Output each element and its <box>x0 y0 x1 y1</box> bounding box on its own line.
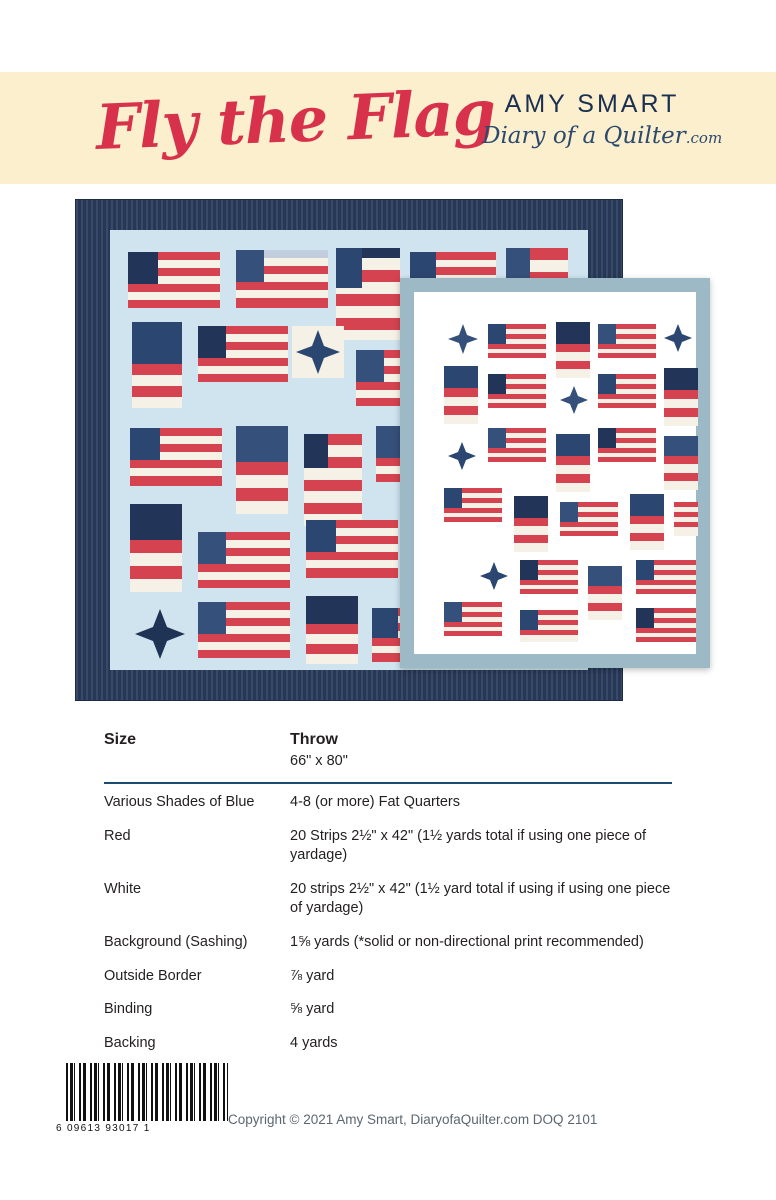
table-header-row <box>104 722 672 778</box>
table-header-size: Size <box>104 731 137 748</box>
size-dimensions: 66" x 80" <box>290 752 348 769</box>
brand-sub-com: .com <box>685 129 723 147</box>
flag-block <box>198 532 290 588</box>
quilt-inset-field <box>438 316 672 630</box>
star-block <box>558 384 590 416</box>
table-row <box>104 993 672 1027</box>
flag-block <box>556 434 590 492</box>
row-label: Outside Border <box>104 967 202 984</box>
flag-block <box>598 428 656 462</box>
flag-block <box>664 368 698 426</box>
flag-block <box>520 560 578 594</box>
flag-block <box>306 520 398 578</box>
table-header-throw <box>290 729 672 771</box>
table-row <box>104 873 672 926</box>
flag-block <box>444 366 478 424</box>
table-row <box>104 786 672 820</box>
flag-block <box>636 608 696 642</box>
flag-block <box>236 426 288 514</box>
brand-sub-diary: Diary <box>482 123 546 149</box>
row-label: Background (Sashing) <box>104 933 248 950</box>
flag-block <box>130 428 222 486</box>
row-value: 4-8 (or more) Fat Quarters <box>290 794 461 811</box>
barcode-digits: 6 09613 93017 1 <box>56 1123 151 1134</box>
flag-block <box>588 566 622 620</box>
barcode <box>56 1063 240 1134</box>
row-label: White <box>104 880 142 897</box>
row-value: 20 Strips 2½" x 42" (1½ yards total if using one piece of yardage) <box>290 827 647 864</box>
brand-subtitle <box>482 123 723 149</box>
table-row <box>104 960 672 994</box>
flag-block <box>674 502 698 536</box>
flag-block <box>444 488 502 522</box>
row-value: 4 yards <box>290 1034 338 1051</box>
size-name: Throw <box>290 731 338 748</box>
flag-block <box>664 436 698 490</box>
row-label: Binding <box>104 1001 153 1018</box>
row-label: Various Shades of Blue <box>104 794 255 811</box>
star-block <box>446 440 478 472</box>
flag-block <box>128 252 220 308</box>
flag-block <box>488 428 546 462</box>
flag-block <box>598 374 656 408</box>
flag-block <box>198 602 290 658</box>
star-block <box>132 606 188 662</box>
flag-block <box>520 610 578 642</box>
brand-block <box>482 90 723 149</box>
row-label: Red <box>104 827 131 844</box>
quilt-inset-image <box>400 278 710 668</box>
star-block <box>292 326 344 378</box>
barcode-bars <box>66 1063 228 1121</box>
flag-block <box>488 324 546 358</box>
row-value: 1⅝ yards (*solid or non-directional print recommended) <box>290 933 644 950</box>
flag-block <box>444 602 502 636</box>
flag-block <box>514 496 548 552</box>
flag-block <box>198 326 288 382</box>
flag-block <box>306 596 358 664</box>
flag-block <box>636 560 696 594</box>
brand-sub-quilter: Quilter <box>603 123 686 149</box>
flag-block <box>236 250 328 308</box>
table-row <box>104 926 672 960</box>
flag-block <box>132 322 182 408</box>
row-label: Backing <box>104 1034 156 1051</box>
row-value: ⅞ yard <box>290 967 335 984</box>
brand-sub-ofa: of a <box>552 123 597 149</box>
row-value: ⅝ yard <box>290 1001 335 1018</box>
requirements-table <box>104 722 672 1060</box>
copyright-text: Copyright © 2021 Amy Smart, DiaryofaQuilter.com DOQ 2101 <box>228 1112 598 1127</box>
page-title: Fly the Flag <box>94 75 497 164</box>
flag-block <box>304 434 362 526</box>
quilt-inset-border <box>414 292 696 654</box>
star-block <box>446 322 480 356</box>
flag-block <box>630 494 664 550</box>
star-block <box>478 560 510 592</box>
flag-block <box>336 248 400 340</box>
brand-name: AMY SMART <box>504 90 680 118</box>
table-row <box>104 820 672 873</box>
flag-block <box>598 324 656 358</box>
quilt-photo <box>0 196 776 712</box>
star-block <box>662 322 694 354</box>
flag-block <box>488 374 546 408</box>
row-value: 20 strips 2½" x 42" (1½ yard total if using if using one piece of yardage) <box>290 880 671 917</box>
table-row <box>104 1027 672 1061</box>
table-divider <box>104 782 672 784</box>
flag-block <box>560 502 618 536</box>
flag-block <box>556 322 590 378</box>
flag-block <box>130 504 182 592</box>
